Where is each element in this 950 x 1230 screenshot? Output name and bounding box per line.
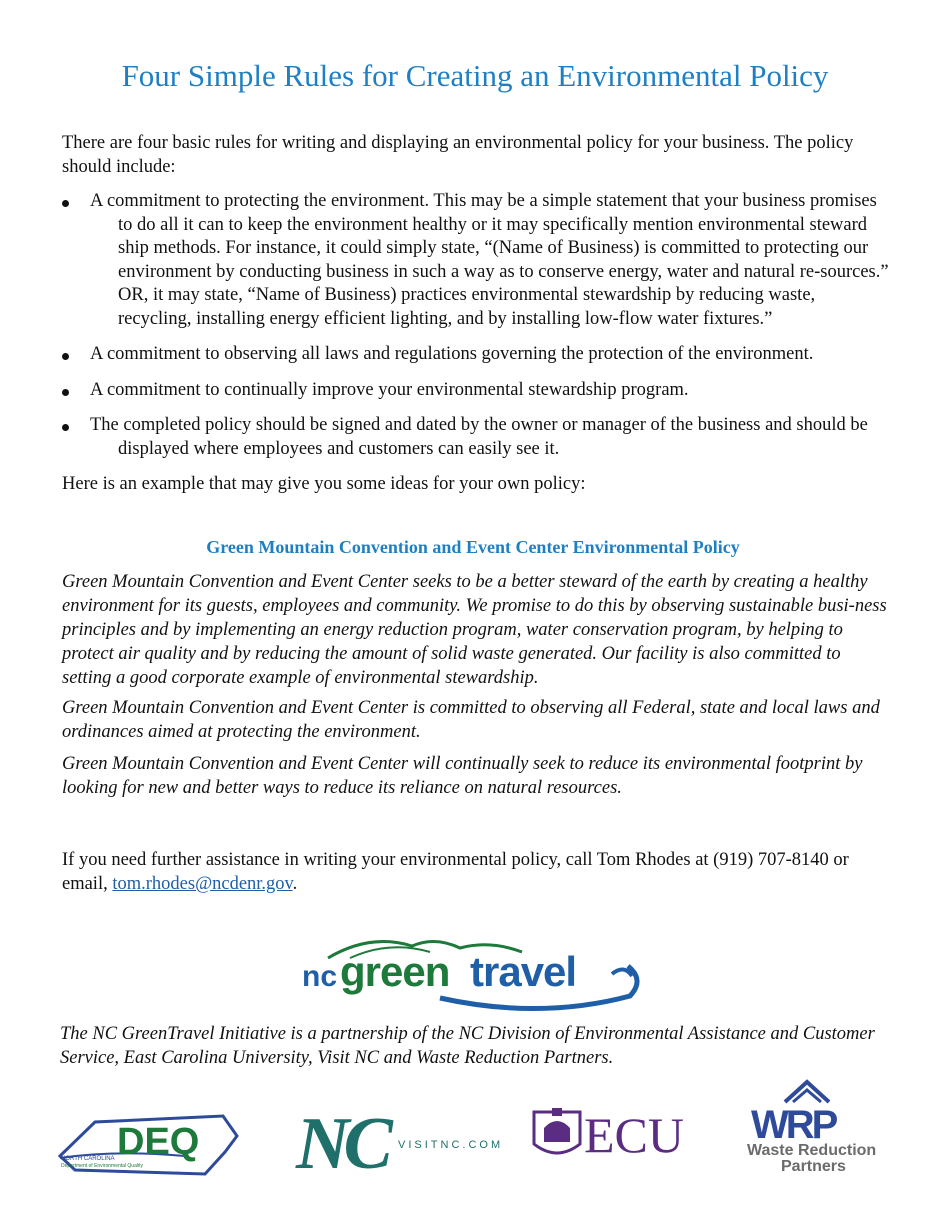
cupola-icon — [544, 1121, 570, 1142]
policy-paragraph: Green Mountain Convention and Event Center will continually seek to reduce its environmental footprint by looking for new and better ways to reduce its reliance on natural resources. — [62, 754, 863, 798]
list-item: A commitment to observing all laws and regulations governing the protection of the environment. — [62, 343, 892, 367]
deq-dept-text: Department of Environmental Quality — [61, 1163, 143, 1169]
bullet-icon — [62, 389, 69, 396]
wrp-line2-text: Partners — [781, 1158, 846, 1175]
wrp-logo — [745, 1080, 895, 1175]
recycle-arrow-icon — [785, 1082, 829, 1102]
page-title: Four Simple Rules for Creating an Environmental Policy — [121, 58, 829, 93]
deq-logo — [55, 1108, 240, 1180]
ecu-logo — [530, 1100, 700, 1170]
intro-paragraph: There are four basic rules for writing and displaying an environmental policy for your business. The policy should include: — [62, 133, 854, 177]
logo-green-text: green — [340, 948, 450, 995]
logo-travel-text: travel — [470, 948, 577, 995]
visitnc-url-text: VISITNC.COM — [398, 1139, 504, 1151]
ncgreentravel-logo — [300, 928, 645, 1016]
policy-title: Green Mountain Convention and Event Center Environmental Policy — [206, 537, 740, 557]
visitnc-logo — [296, 1100, 504, 1185]
wrp-line1-text: Waste Reduction — [747, 1142, 877, 1159]
list-item: The completed policy should be signed and dated by the owner or manager of the business and should be displayed where employees and customers can easily see it. — [62, 414, 892, 461]
visitnc-mark-text: NC — [296, 1103, 387, 1185]
example-lead: Here is an example that may give you some ideas for your own policy: — [62, 474, 586, 494]
list-item: A commitment to protecting the environment. This may be a simple statement that your business promises to do all it can to keep the environment healthy or it may specifically mention environmental steward ship methods. For instance, it could simply state, “(Name of Business) is committed to protecting our environment by conducting business in such a way as to conserve energy, water and natural re-sources.” OR, it may state, “Name of Business) practices environmental stewardship by reducing waste, recycling, installing energy efficient lighting, and by installing low-flow water fixtures.” — [62, 190, 892, 331]
deq-mark-text: DEQ — [117, 1121, 200, 1163]
cupola-top-icon — [552, 1108, 562, 1116]
rules-list — [62, 190, 892, 473]
bullet-icon — [62, 353, 69, 360]
email-link[interactable]: tom.rhodes@ncdenr.gov — [112, 874, 293, 894]
contact-paragraph: If you need further assistance in writing your environmental policy, call Tom Rhodes at (919) 707-8140 or email, tom.rhodes@ncdenr.gov. — [62, 850, 849, 894]
bullet-icon — [62, 200, 69, 207]
logo-nc-text: nc — [302, 960, 338, 993]
deq-state-text: NORTH CAROLINA — [61, 1156, 115, 1162]
policy-paragraph: Green Mountain Convention and Event Center seeks to be a better steward of the earth by creating a healthy environment for its guests, employees and community. We promise to do this by observing sustainable busi-ness principles and by implementing an energy reduction program, water conservation program, by helping to protect air quality and by reducing the amount of solid waste generated. Our facility is also committed to setting a good corporate example of environmental stewardship. — [62, 572, 887, 688]
swoosh-icon — [612, 969, 632, 976]
list-item: A commitment to continually improve your environmental stewardship program. — [62, 379, 892, 403]
ecu-mark-text: ECU — [584, 1107, 684, 1163]
partnership-note: The NC GreenTravel Initiative is a partnership of the NC Division of Environmental Assistance and Customer Service, East Carolina University, Visit NC and Waste Reduction Partners. — [60, 1024, 875, 1068]
bullet-icon — [62, 424, 69, 431]
wrp-mark-text: WRP — [751, 1103, 836, 1147]
policy-paragraph: Green Mountain Convention and Event Center is committed to observing all Federal, state and local laws and ordinances aimed at protecting the environment. — [62, 698, 880, 742]
